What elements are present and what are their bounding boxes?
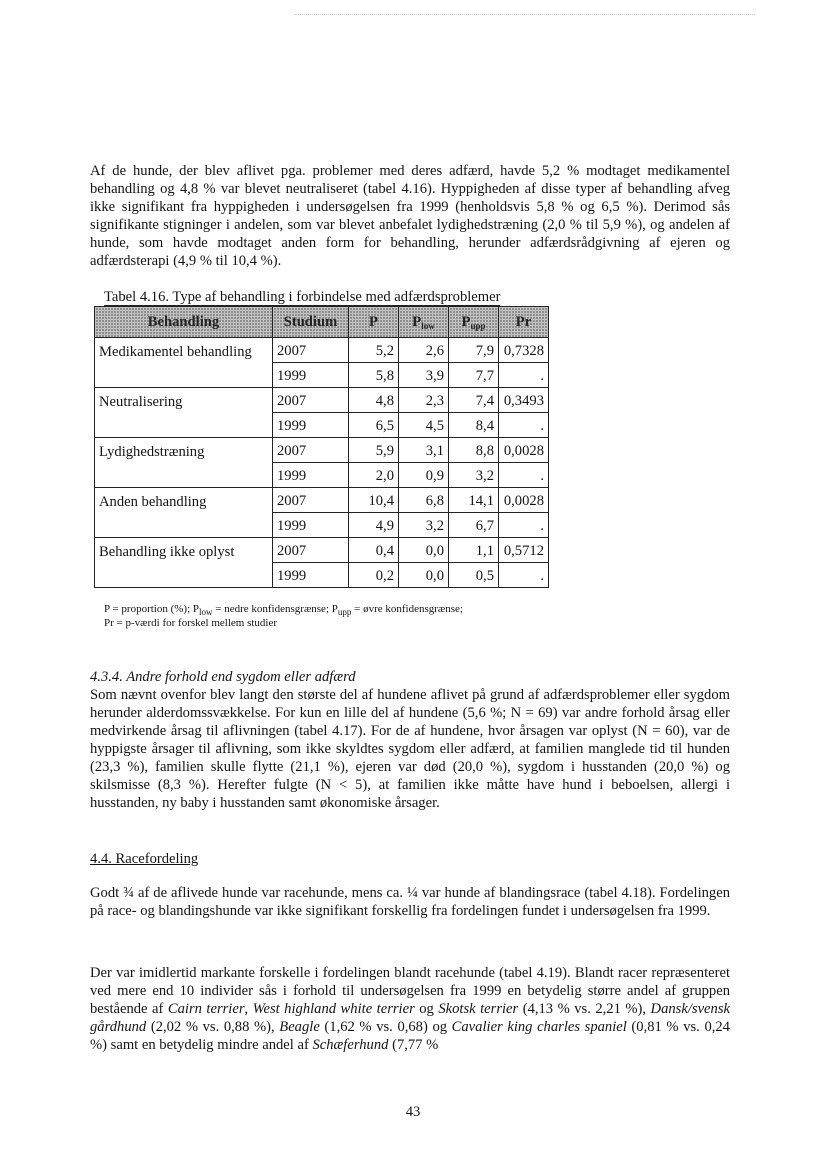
p4-t6: (1,62 % vs. 0,68) og — [319, 1019, 452, 1035]
cell-plow: 0,0 — [399, 538, 449, 563]
cell-behandling: Behandling ikke oplyst — [95, 538, 273, 563]
breed-cavalier: Cavalier king charles spaniel — [451, 1019, 627, 1035]
cell-pupp: 7,7 — [449, 363, 499, 388]
paragraph-2-text: Som nævnt ovenfor blev langt den største del af hundene aflivet på grund af adfærdsproblemer eller sygdom herunder alderdomssvækkelse. For kun en lille del af hundene (5,6 %; N = 69) var andre forhold årsag eller medvirkende årsag til aflivningen (tabel 4.17). For de af hundene, hvor årsagen var oplyst (N = 60), var de hyppigste årsager til aflivning, som ikke skyldtes sygdom eller adfærd, at familien manglede tid til hunden (23,3 %), familien skulle flytte (21,1 %), ejeren var død (20,0 %), sygdom i husstanden (20,0 %) og skilsmisse (8,3 %). Herefter fulgte (N < 5), at familien ikke måtte have hund i beboelsen, allergi i husstanden, ny baby i husstanden samt økonomiske årsager. — [90, 687, 730, 811]
breed-schaeferhund: Schæferhund — [312, 1037, 389, 1053]
cell-pupp: 6,7 — [449, 513, 499, 538]
cell-behandling: Medikamentel behandling — [95, 338, 273, 363]
cell-behandling: Anden behandling — [95, 488, 273, 513]
footnote-line-1 — [104, 602, 463, 616]
table-row — [95, 438, 549, 463]
cell-p: 5,2 — [349, 338, 399, 363]
cell-pr: . — [499, 363, 549, 388]
paragraph-1-text: Af de hunde, der blev aflivet pga. problemer med deres adfærd, havde 5,2 % modtaget medikamentel behandling og 4,8 % var blevet neutraliseret (tabel 4.16). Hyppigheden af disse typer af behandling afveg ikke signifikant fra hyppigheden i undersøgelsen fra 1999 (henholdsvis 5,8 % og 6,5 %). Derimod sås signifikante stigninger i andelen, som var blevet anbefalet lydighedstræning (2,0 % til 5,9 %), og andelen af hunde, som havde modtaget anden form for behandling, herunder adfærdsrådgivning af ejeren og adfærdsterapi (4,9 % til 10,4 %). — [90, 163, 730, 269]
cell-studium: 1999 — [273, 463, 349, 488]
cell-pupp: 3,2 — [449, 463, 499, 488]
footnote-1c: = øvre konfidensgrænse; — [351, 603, 463, 615]
section-434 — [90, 668, 730, 812]
cell-studium: 2007 — [273, 438, 349, 463]
cell-plow: 0,0 — [399, 563, 449, 588]
cell-p: 5,8 — [349, 363, 399, 388]
table-row — [95, 513, 549, 538]
header-p: P — [349, 307, 399, 338]
cell-p: 10,4 — [349, 488, 399, 513]
cell-studium: 2007 — [273, 538, 349, 563]
breed-cairn-terrier: Cairn terrier — [167, 1001, 245, 1017]
table-caption — [104, 289, 500, 306]
section-434-title: 4.3.4. Andre forhold end sygdom eller adfærd — [90, 669, 356, 685]
breed-skotsk-terrier: Skotsk terrier — [438, 1001, 519, 1017]
header-pupp — [449, 307, 499, 338]
cell-behandling: Neutralisering — [95, 388, 273, 413]
cell-behandling — [95, 363, 273, 388]
behandling-table — [94, 306, 549, 588]
p4-t5: (2,02 % vs. 0,88 %), — [146, 1019, 280, 1035]
table-row — [95, 538, 549, 563]
header-plow — [399, 307, 449, 338]
table-caption-text: Tabel 4.16. Type af behandling i forbindelse med adfærdsproblemer — [104, 289, 501, 305]
cell-p: 0,4 — [349, 538, 399, 563]
paragraph-racefordeling — [90, 884, 730, 920]
cell-pupp: 8,4 — [449, 413, 499, 438]
paragraph-behandling — [90, 162, 730, 270]
cell-plow: 3,2 — [399, 513, 449, 538]
cell-p: 4,9 — [349, 513, 399, 538]
page-number: 43 — [405, 1104, 421, 1120]
header-studium: Studium — [273, 307, 349, 338]
cell-pupp: 7,9 — [449, 338, 499, 363]
cell-plow: 6,8 — [399, 488, 449, 513]
footnote-1a: P = proportion (%); P — [104, 603, 200, 615]
cell-plow: 0,9 — [399, 463, 449, 488]
cell-p: 2,0 — [349, 463, 399, 488]
cell-behandling — [95, 563, 273, 588]
breed-west-highland: West highland white terrier — [252, 1001, 415, 1017]
paragraph-4-text — [90, 964, 730, 1054]
table-row — [95, 563, 549, 588]
cell-pr: 0,5712 — [499, 538, 549, 563]
cell-pr: . — [499, 413, 549, 438]
cell-plow: 3,9 — [399, 363, 449, 388]
cell-pr: 0,7328 — [499, 338, 549, 363]
cell-behandling: Lydighedstræning — [95, 438, 273, 463]
cell-plow: 2,3 — [399, 388, 449, 413]
cell-pupp: 7,4 — [449, 388, 499, 413]
cell-pupp: 8,8 — [449, 438, 499, 463]
table-row — [95, 488, 549, 513]
footnote-1b: = nedre konfidensgrænse; P — [212, 603, 338, 615]
table-body — [95, 338, 549, 588]
breed-beagle: Beagle — [279, 1019, 320, 1035]
footnote-line-2: Pr = p-værdi for forskel mellem studier — [104, 617, 278, 629]
cell-studium: 1999 — [273, 513, 349, 538]
cell-studium: 2007 — [273, 488, 349, 513]
scan-artifact-line — [295, 14, 755, 15]
table-row — [95, 338, 549, 363]
cell-pr: . — [499, 463, 549, 488]
section-44-title: 4.4. Racefordeling — [90, 851, 199, 867]
cell-p: 0,2 — [349, 563, 399, 588]
table-row — [95, 463, 549, 488]
cell-behandling — [95, 413, 273, 438]
p4-t3: og — [414, 1001, 439, 1017]
cell-pr: 0,0028 — [499, 438, 549, 463]
cell-pr: . — [499, 563, 549, 588]
cell-plow: 4,5 — [399, 413, 449, 438]
cell-studium: 2007 — [273, 338, 349, 363]
header-pr: Pr — [499, 307, 549, 338]
cell-plow: 2,6 — [399, 338, 449, 363]
cell-pupp: 0,5 — [449, 563, 499, 588]
p4-t1: Der var imidlertid markante forskelle i fordelingen blandt racehunde (tabel 4.19). Blandt racer repræsenteret ved mere end 10 individer sås i forhold til undersøgelsen fra 1999 en betydelig større andel af gruppen bestående af — [90, 965, 730, 1017]
cell-studium: 1999 — [273, 413, 349, 438]
cell-studium: 1999 — [273, 363, 349, 388]
header-plow-main: P — [412, 313, 422, 330]
paragraph-racer — [90, 964, 730, 1054]
cell-p: 6,5 — [349, 413, 399, 438]
table-row — [95, 388, 549, 413]
header-behandling: Behandling — [95, 307, 273, 338]
p4-t7: (0,81 % vs. 0,24 %) samt en betydelig mindre andel af — [90, 1019, 730, 1053]
cell-behandling — [95, 513, 273, 538]
breed-gaardhund: Dansk/svensk gårdhund — [90, 1001, 730, 1035]
cell-pupp: 14,1 — [449, 488, 499, 513]
p4-t4: (4,13 % vs. 2,21 %), — [518, 1001, 651, 1017]
paragraph-3-text: Godt ¾ af de aflivede hunde var racehunde, mens ca. ¼ var hunde af blandingsrace (tabel 4.18). Fordelingen på race- og blandingshunde var ikke signifikant forskellig fra fordelingen fundet i undersøgelsen fra 1999. — [90, 885, 730, 919]
cell-studium: 1999 — [273, 563, 349, 588]
table-row — [95, 413, 549, 438]
p4-t8: (7,77 % — [388, 1037, 439, 1053]
header-pupp-sub: upp — [470, 320, 486, 331]
cell-p: 5,9 — [349, 438, 399, 463]
cell-studium: 2007 — [273, 388, 349, 413]
header-pupp-main: P — [461, 313, 471, 330]
cell-p: 4,8 — [349, 388, 399, 413]
cell-pr: 0,3493 — [499, 388, 549, 413]
header-plow-sub: low — [421, 320, 435, 331]
footnote-sub-upp: upp — [337, 607, 352, 617]
cell-pupp: 1,1 — [449, 538, 499, 563]
table-footnote — [104, 602, 463, 630]
table-row — [95, 363, 549, 388]
p4-t2: , — [244, 1001, 253, 1017]
cell-behandling — [95, 463, 273, 488]
cell-plow: 3,1 — [399, 438, 449, 463]
cell-pr: 0,0028 — [499, 488, 549, 513]
footnote-sub-low: low — [199, 607, 213, 617]
table-header-row — [95, 307, 549, 338]
cell-pr: . — [499, 513, 549, 538]
